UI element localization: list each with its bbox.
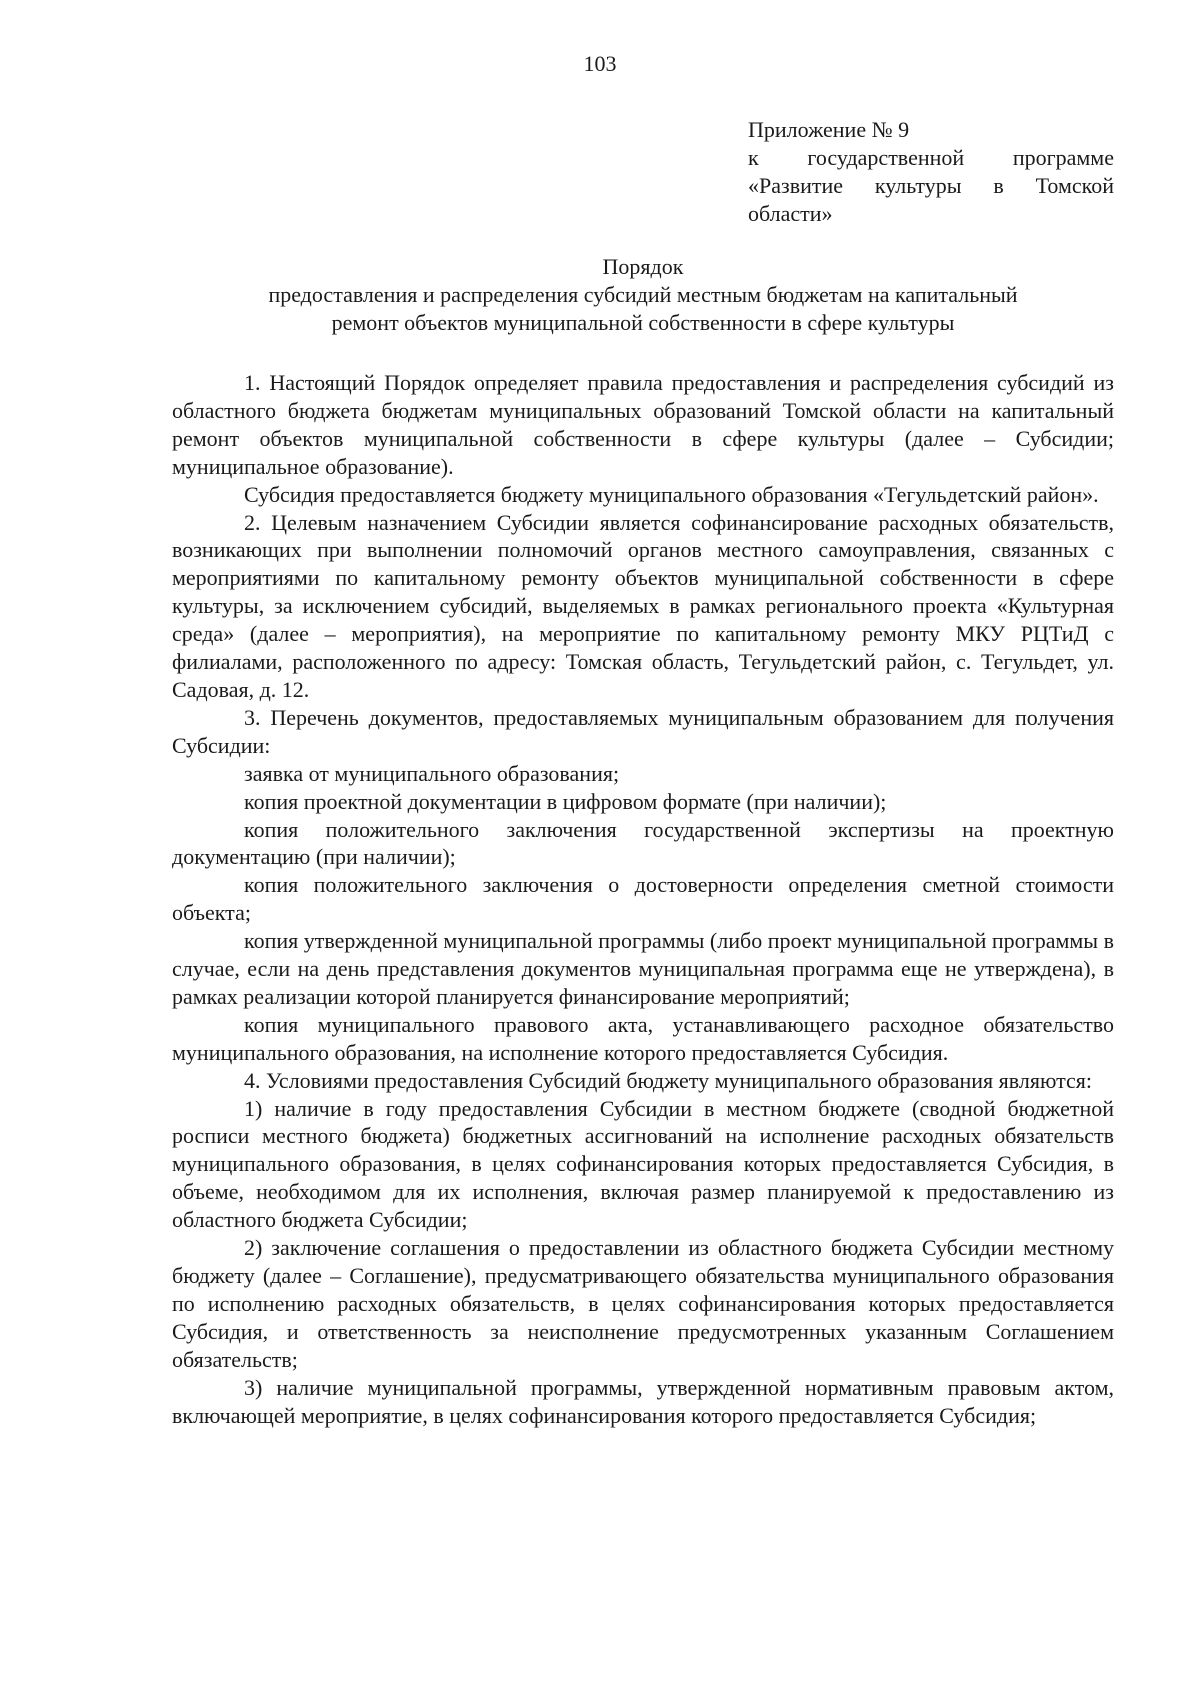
list-item: копия положительного заключения государственной экспертизы на проектную документацию (при наличии); (172, 816, 1114, 870)
document-body (172, 369, 1114, 1429)
paragraph-4: 4. Условиями предоставления Субсидий бюджету муниципального образования являются: (244, 1067, 1092, 1093)
document-heading: Порядок (602, 254, 684, 279)
list-item: копия муниципального правового акта, устанавливающего расходное обязательство муниципального образования, на исполнение которого предоставляется Субсидия. (172, 1011, 1114, 1065)
list-item: копия положительного заключения о достоверности определения сметной стоимости объекта; (172, 872, 1114, 926)
appendix-line: области» (748, 201, 833, 226)
list-item: заявка от муниципального образования; (244, 760, 620, 786)
document-subtitle-line: предоставления и распределения субсидий местным бюджетам на капитальный (268, 282, 1018, 307)
paragraph-2: 2. Целевым назначением Субсидии является софинансирование расходных обязательств, возникающих при выполнении полномочий органов местного самоуправления, связанных с мероприятиями по капитальному ремонту объектов муниципальной собственности в сфере культуры, за исключением субсидий, выделяемых в рамках регионального проекта «Культурная среда» (далее – мероприятия), на мероприятие по капитальному ремонту МКУ РЦТиД с филиалами, расположенного по адресу: Томская область, Тегульдетский район, с. Тегульдет, ул. Садовая, д. 12. (172, 509, 1114, 702)
appendix-line: «Развитие культуры в Томской (748, 173, 1114, 198)
appendix-line: к государственной программе (748, 145, 1114, 170)
paragraph-subsidy-recipient: Субсидия предоставляется бюджету муниципального образования «Тегульдетский район». (244, 481, 1099, 507)
document-title-block (172, 253, 1114, 337)
document-subtitle-line: ремонт объектов муниципальной собственности в сфере культуры (331, 310, 955, 335)
list-item: копия утвержденной муниципальной программы (либо проект муниципальной программы в случае, если на день представления документов муниципальная программа еще не утверждена), в рамках реализации которой планируется финансирование мероприятий; (172, 928, 1114, 1009)
appendix-block (748, 116, 1114, 228)
condition-item-1: 1) наличие в году предоставления Субсидии в местном бюджете (сводной бюджетной росписи местного бюджета) бюджетных ассигнований на исполнение расходных обязательств муниципального образования, в целях софинансирования которых предоставляется Субсидия, в объеме, необходимом для их исполнения, включая размер планируемой к предоставлению из областного бюджета Субсидии; (172, 1095, 1114, 1233)
page-number: 103 (583, 51, 617, 76)
condition-item-2: 2) заключение соглашения о предоставлении из областного бюджета Субсидии местному бюджету (далее – Соглашение), предусматривающего обязательства муниципального образования по исполнению расходных обязательств, в целях софинансирования которых предоставляется Субсидия, и ответственность за неисполнение предусмотренных указанным Соглашением обязательств; (172, 1235, 1114, 1372)
condition-item-3: 3) наличие муниципальной программы, утвержденной нормативным правовым актом, включающей мероприятие, в целях софинансирования которого предоставляется Субсидия; (172, 1374, 1114, 1428)
list-item: копия проектной документации в цифровом формате (при наличии); (244, 788, 887, 814)
paragraph-1: 1. Настоящий Порядок определяет правила предоставления и распределения субсидий из областного бюджета бюджетам муниципальных образований Томской области на капитальный ремонт объектов муниципальной собственности в сфере культуры (далее – Субсидии; муниципальное образование). (172, 370, 1114, 479)
appendix-title: Приложение № 9 (748, 117, 910, 142)
paragraph-3: 3. Перечень документов, предоставляемых муниципальным образованием для получения Субсидии: (172, 704, 1114, 758)
